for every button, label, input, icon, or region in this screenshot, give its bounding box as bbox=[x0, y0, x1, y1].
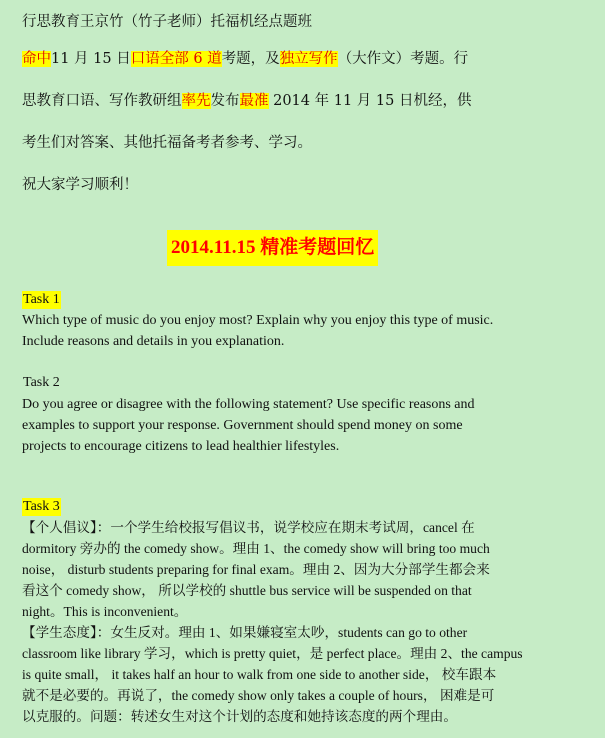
highlight-first: 率先 bbox=[181, 93, 211, 109]
tail-text: 2014 年 11 月 15 日机经，供 bbox=[268, 93, 472, 109]
task-2-line: projects to encourage citizens to lead healthier lifestyles. bbox=[22, 439, 340, 454]
task-3-line: 以克服的。问题：转述女生对这个计划的态度和她持该态度的两个理由。 bbox=[22, 709, 457, 724]
intro-line-1: 行思教育王京竹（竹子老师）托福机经点题班 bbox=[22, 14, 312, 30]
task-3-line: classroom like library 学习，which is pretty quiet，是 perfect place。理由 2、the campus bbox=[22, 646, 523, 661]
pre-text: 思教育口语、写作教研组 bbox=[22, 93, 182, 109]
task-3-line: 看这个 comedy show， 所以学校的 shuttle bus service will be suspended on that bbox=[22, 583, 472, 598]
highlight-oral: 口语全部 6 道 bbox=[130, 51, 222, 67]
mid-text: 考题，及 bbox=[221, 51, 280, 67]
intro-line-4: 考生们对答案、其他托福备考者参考、学习。 bbox=[22, 135, 312, 151]
task-1-text bbox=[22, 310, 582, 352]
task-3-line: is quite small， it takes half an hour to walk from one side to another side， 校车跟本 bbox=[22, 667, 497, 682]
task-3-label: Task 3 bbox=[23, 499, 60, 514]
mid-text: 发布 bbox=[210, 93, 240, 109]
highlight-writing: 独立写作 bbox=[279, 51, 338, 67]
task-2-text bbox=[22, 394, 582, 457]
intro-line-5: 祝大家学习顺利！ bbox=[22, 177, 138, 193]
highlight-hit: 命中 bbox=[22, 51, 51, 67]
task-3-line: noise， disturb students preparing for final exam。理由 2、因为大分部学生都会来 bbox=[22, 562, 490, 577]
task-3-line: 【学生态度】：女生反对。理由 1、如果嫌寝室太吵，students can go to other bbox=[22, 625, 468, 640]
intro-line-2 bbox=[22, 49, 592, 69]
task-2-line: Do you agree or disagree with the following statement? Use specific reasons and bbox=[22, 397, 475, 412]
task-3-line: dormitory 旁办的 the comedy show。理由 1、the comedy show will bring too much bbox=[22, 541, 490, 556]
task-2-line: examples to support your response. Government should spend money on some bbox=[22, 418, 463, 433]
highlight-accurate: 最准 bbox=[239, 93, 269, 109]
task-1-line: Which type of music do you enjoy most? Explain why you enjoy this type of music. bbox=[22, 313, 494, 328]
task-3-line: 【个人倡议】：一个学生给校报写倡议书，说学校应在期末考试周，cancel 在 bbox=[22, 520, 475, 535]
headline: 2014.11.15 精准考题回忆 bbox=[167, 230, 378, 266]
task-1-line: Include reasons and details in you explanation. bbox=[22, 334, 285, 349]
date-text: 11 月 15 日 bbox=[51, 51, 131, 67]
task-3-line: 就不是必要的。再说了，the comedy show only takes a couple of hours， 困难是可 bbox=[22, 688, 495, 703]
tail-text: （大作文）考题。行 bbox=[337, 51, 469, 67]
task-1-label: Task 1 bbox=[23, 292, 60, 307]
intro-line-3 bbox=[22, 91, 592, 111]
task-2-label: Task 2 bbox=[23, 375, 60, 390]
task-3-text bbox=[22, 517, 582, 727]
task-3-line: night。This is inconvenient。 bbox=[22, 604, 188, 619]
